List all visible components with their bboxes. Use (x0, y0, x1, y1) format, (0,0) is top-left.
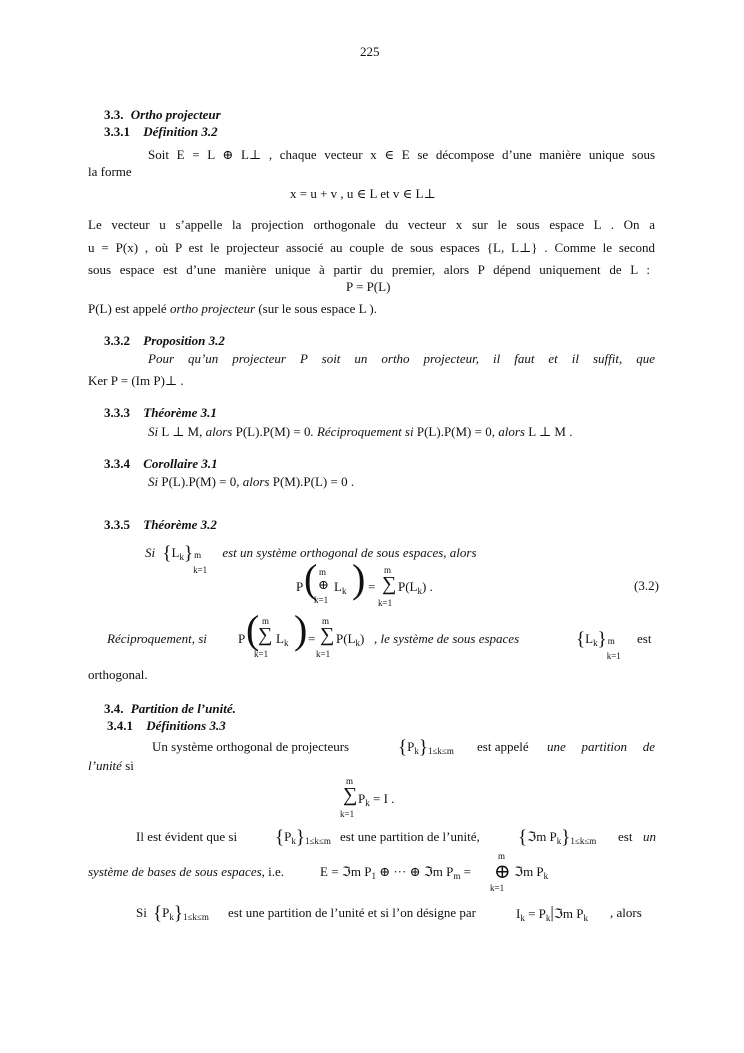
subsection-number: 3.3.2 (104, 333, 130, 348)
reciprocal-formula: P ( m ∑ k=1 $L_k$ ) = m ∑ k=1 $P(L_k)$ (238, 607, 365, 659)
paragraph-line (88, 864, 284, 880)
subsection-number: 3.3.3 (104, 405, 130, 420)
subsection-number: 3.4.1 (107, 718, 133, 733)
paragraph-text: , alors (610, 905, 642, 920)
text-run: . Réciproquement si (310, 424, 417, 439)
emphasis: l’unité (88, 758, 122, 773)
section-heading-3-4 (104, 701, 236, 717)
definition-text: Un système orthogonal de projecteurs (152, 739, 350, 754)
corollary-line (148, 474, 354, 490)
paragraph-text: Si (136, 905, 147, 920)
text-run: Si (148, 474, 162, 489)
section-title: Ortho projecteur (130, 107, 221, 122)
text-run: , i.e. (261, 864, 285, 879)
text-run: Si (145, 545, 156, 560)
reciprocal-text: est (637, 631, 652, 646)
math-inline: $\{P_k\}_{1\le k\le m}$ (398, 737, 454, 758)
formula-projector: P = P(L) (346, 279, 391, 294)
math-inline: $\{L_k\}$ m k=1 (576, 629, 621, 661)
math-inline: {ℑm $P_k\}_{1\le k\le m}$ (518, 827, 597, 848)
text-run: si (121, 758, 134, 773)
math-inline: L ⊥ M (158, 424, 200, 439)
math-inline: P(L).P(M) = 0 (235, 424, 311, 439)
math-inline: $\{L_k\}$ m k=1 (162, 543, 208, 575)
reciprocal-text: , le système de sous espaces (374, 631, 520, 646)
text-run: (sur le sous espace L ). (255, 301, 377, 316)
math-inline: $\{P_k\}_{1\le k\le m}$ (153, 903, 209, 924)
paragraph-text: est une partition de l’unité, (340, 829, 480, 844)
paragraph-line: sous espace est d’une manière unique à partir du premier, alors P dépend uniquement de L : (88, 262, 650, 277)
formula-decomposition: x = u + v , u ∈ L et v ∈ L⊥ (290, 186, 436, 201)
emphasis: une partition de (547, 739, 655, 754)
math-inline: P(L).P(M) = 0 (161, 474, 237, 489)
math-inline: $I_k$ = $P_k|ℑm$ $P_k$ (516, 903, 588, 923)
text-run: Si (148, 424, 159, 439)
emphasis: système de bases de sous espaces (88, 864, 262, 879)
math-inline: $\{P_k\}_{1\le k\le m}$ (275, 827, 331, 848)
section-number: 3.4. (104, 701, 124, 716)
text-line: orthogonal. (88, 667, 148, 682)
formula-direct-sum: E = ℑm $P_1$ ⊕ ··· ⊕ ℑm $P_m$ = m ⊕ k=1 ℑm $P_k$ (320, 851, 549, 893)
reciprocal-text: Réciproquement, si (107, 631, 207, 646)
formula-sum-identity: m ∑ k=1 $P_k = I$ . (340, 776, 395, 819)
subsection-title: Théorème 3.1 (143, 405, 217, 420)
text-line: la forme (88, 164, 132, 179)
math-inline: P(L).P(M) = 0 (416, 424, 492, 439)
subsection-title: Théorème 3.2 (143, 517, 217, 532)
text-line (88, 758, 134, 774)
equation-3-2: P ( m ⊕ k=1 $L_k$ ) = m ∑ k=1 $P(L_k)$ . (296, 556, 433, 608)
paragraph-line (88, 301, 377, 317)
section-number: 3.3. (104, 107, 124, 122)
subsection-heading-3-3-5 (104, 517, 217, 533)
subsection-title: Corollaire 3.1 (143, 456, 218, 471)
text-run: , alors (236, 474, 273, 489)
subsection-title: Proposition 3.2 (143, 333, 225, 348)
emphasis: un (643, 829, 656, 844)
subsection-heading-3-4-1 (107, 718, 226, 734)
equation-number: (3.2) (634, 578, 659, 593)
subsection-number: 3.3.4 (104, 456, 130, 471)
paragraph-text: Il est évident que si (136, 829, 238, 844)
math-inline: P(L) (88, 301, 112, 316)
paragraph-text: est (618, 829, 633, 844)
paragraph-text: est une partition de l’unité et si l’on désigne par (228, 905, 477, 920)
math-inline: P(M).P(L) = 0 . (272, 474, 355, 489)
definition-text: est appelé (477, 739, 529, 754)
paragraph-line: u = P(x) , où P est le projecteur associé au couple de sous espaces {L, L⊥} . Comme le second (88, 240, 655, 255)
definition-line: Soit E = L ⊕ L⊥ , chaque vecteur x ∈ E se décompose d’une manière unique sous (148, 147, 655, 162)
text-run: , alors (199, 424, 236, 439)
subsection-heading-3-3-2 (104, 333, 225, 349)
page-number: 225 (360, 44, 380, 59)
paragraph-line: Le vecteur u s’appelle la projection orthogonale du vecteur x sur le sous espace L . On a (88, 217, 655, 232)
subsection-number: 3.3.1 (104, 124, 130, 139)
text-run: , alors (491, 424, 529, 439)
emphasis: ortho projecteur (169, 301, 256, 316)
text-run: est appelé (111, 301, 170, 316)
subsection-title: Définitions 3.3 (146, 718, 226, 733)
section-title: Partition de l’unité. (130, 701, 236, 716)
formula-kernel: Ker P = (Im P)⊥ . (88, 373, 184, 388)
subsection-heading-3-3-4 (104, 456, 218, 472)
proposition-line: Pour qu’un projecteur P soit un ortho projecteur, il faut et il suffit, que (148, 351, 655, 366)
subsection-number: 3.3.5 (104, 517, 130, 532)
subsection-heading-3-3-1 (104, 124, 218, 140)
math-inline: L ⊥ M . (528, 424, 573, 439)
section-heading-3-3 (104, 107, 221, 123)
text-run: est un système orthogonal de sous espaces, alors (222, 545, 477, 560)
subsection-heading-3-3-3 (104, 405, 217, 421)
subsection-title: Définition 3.2 (143, 124, 218, 139)
theorem-line (148, 424, 572, 440)
